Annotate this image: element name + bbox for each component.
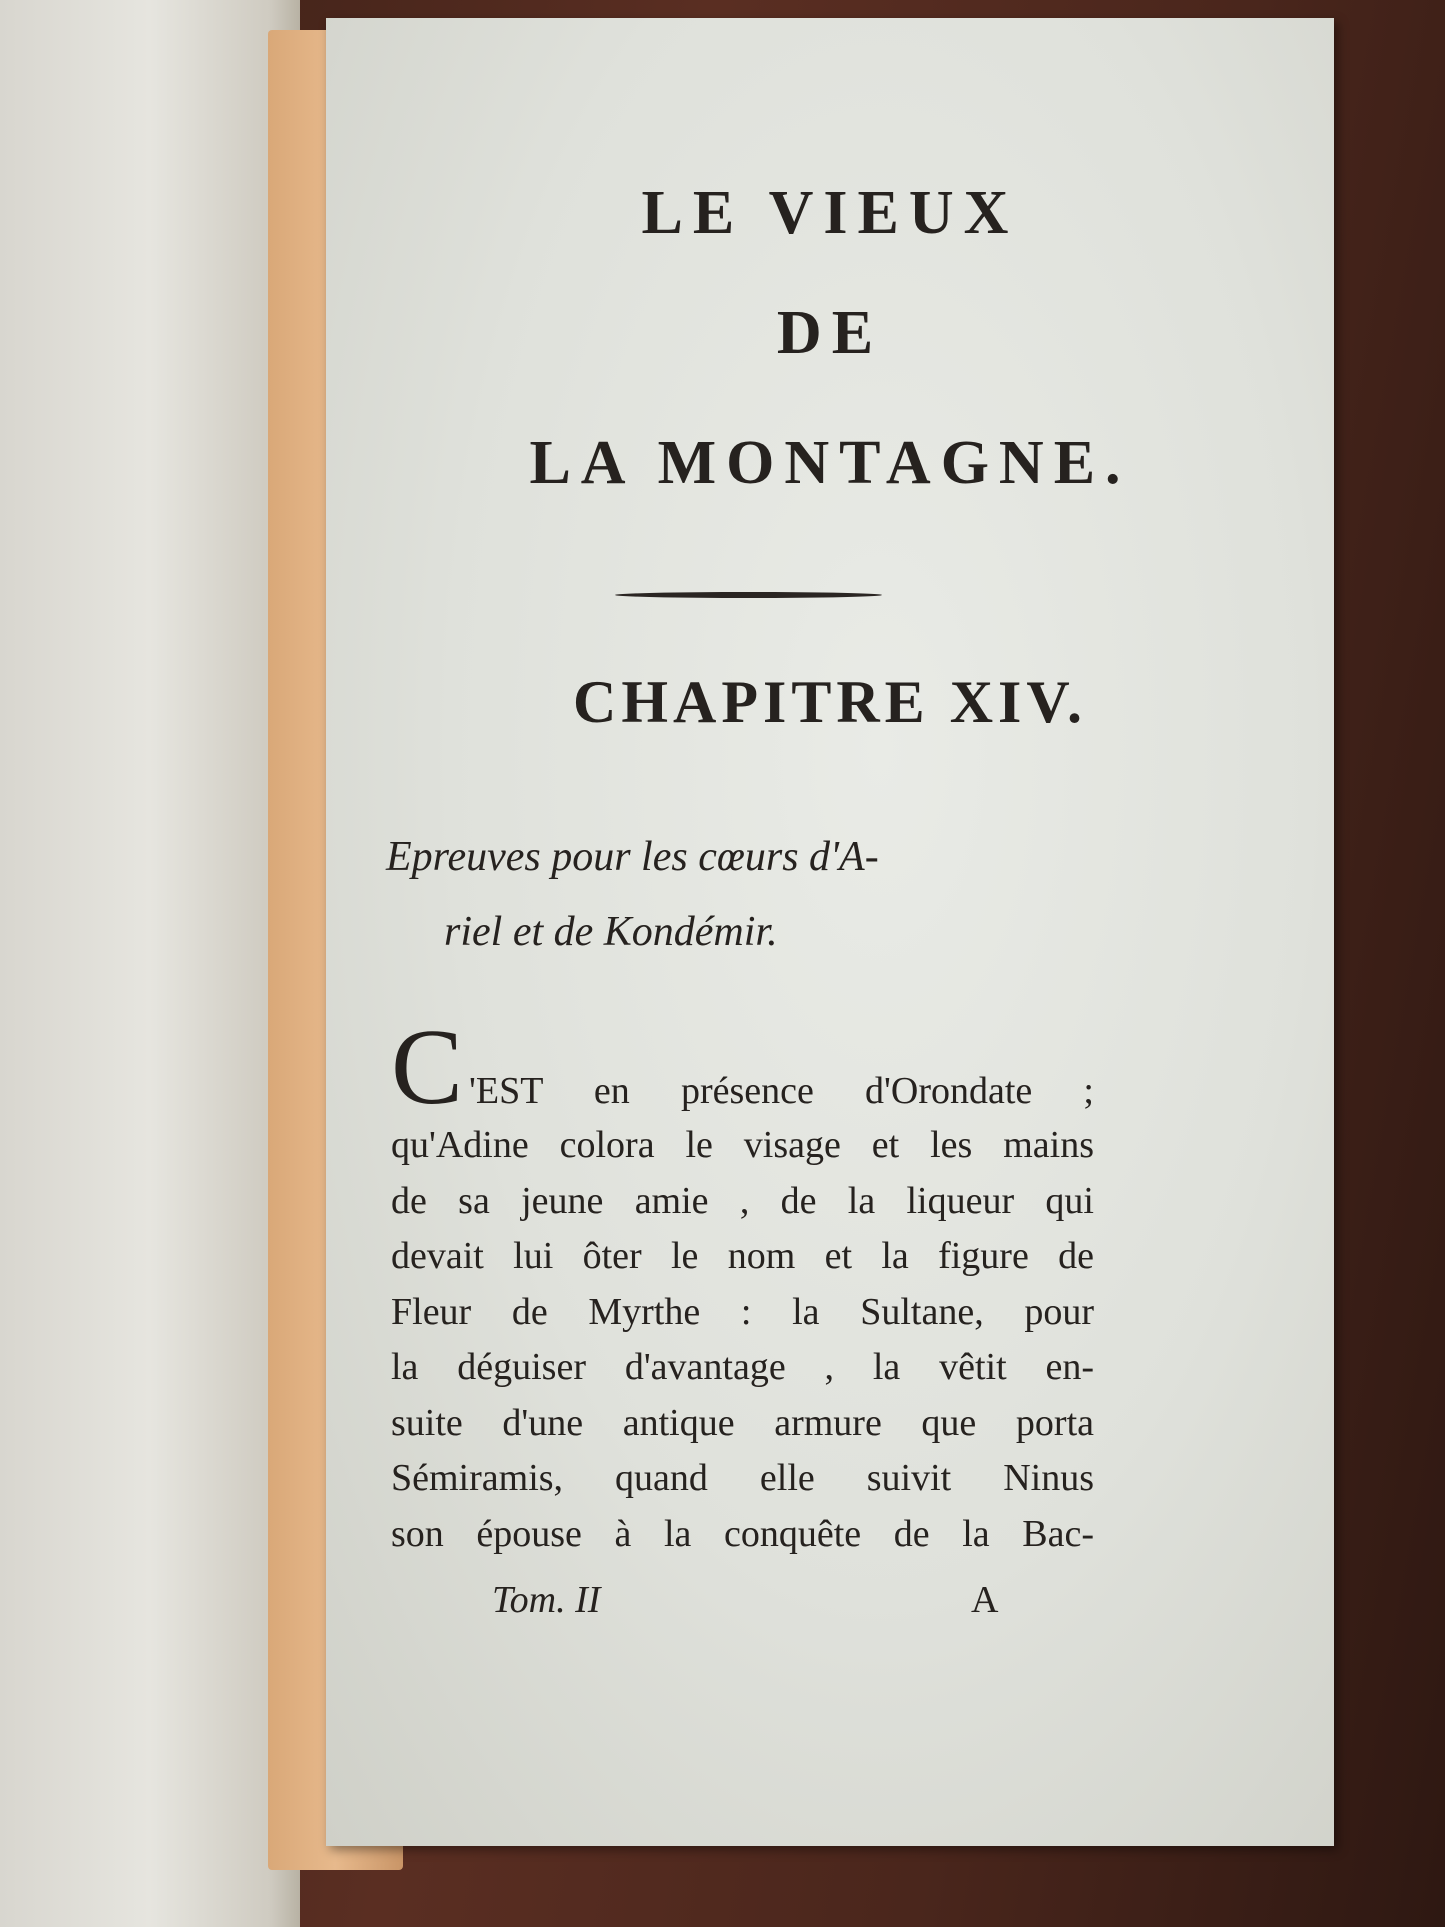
divider-rule: [615, 592, 882, 598]
first-body-line: [391, 1008, 1094, 1127]
body-line: Sémiramis, quand elle suivit Ninus: [391, 1457, 1094, 1499]
drop-cap: C: [391, 1008, 464, 1127]
body-line: devait lui ôter le nom et la figure de: [391, 1235, 1094, 1277]
chapter-heading: CHAPITRE XIV.: [573, 669, 1087, 735]
body-line: son épouse à la conquête de la Bac-: [391, 1512, 1094, 1555]
chapter-subtitle-2: riel et de Kondémir.: [444, 909, 778, 955]
body-text: [391, 1008, 1094, 1562]
body-line: la déguiser d'avantage , la vêtit en-: [391, 1346, 1094, 1388]
signature-mark: A: [971, 1579, 999, 1621]
body-line: qu'Adine colora le visage et les mains: [391, 1124, 1094, 1166]
body-line: Fleur de Myrthe : la Sultane, pour: [391, 1290, 1094, 1333]
volume-label: Tom. II: [492, 1579, 601, 1621]
body-line: suite d'une antique armure que porta: [391, 1401, 1094, 1444]
body-line: de sa jeune amie , de la liqueur qui: [391, 1179, 1094, 1222]
body-line: 'EST en présence d'Orondate ;: [469, 1070, 1094, 1112]
chapter-subtitle-1: Epreuves pour les cœurs d'A-: [386, 834, 879, 880]
book-page: [326, 18, 1334, 1846]
title-line-1: LE VIEUX: [641, 179, 1019, 247]
facing-page: [0, 0, 300, 1927]
title-line-3: LA MONTAGNE.: [529, 429, 1131, 497]
title-line-2: DE: [776, 299, 884, 367]
